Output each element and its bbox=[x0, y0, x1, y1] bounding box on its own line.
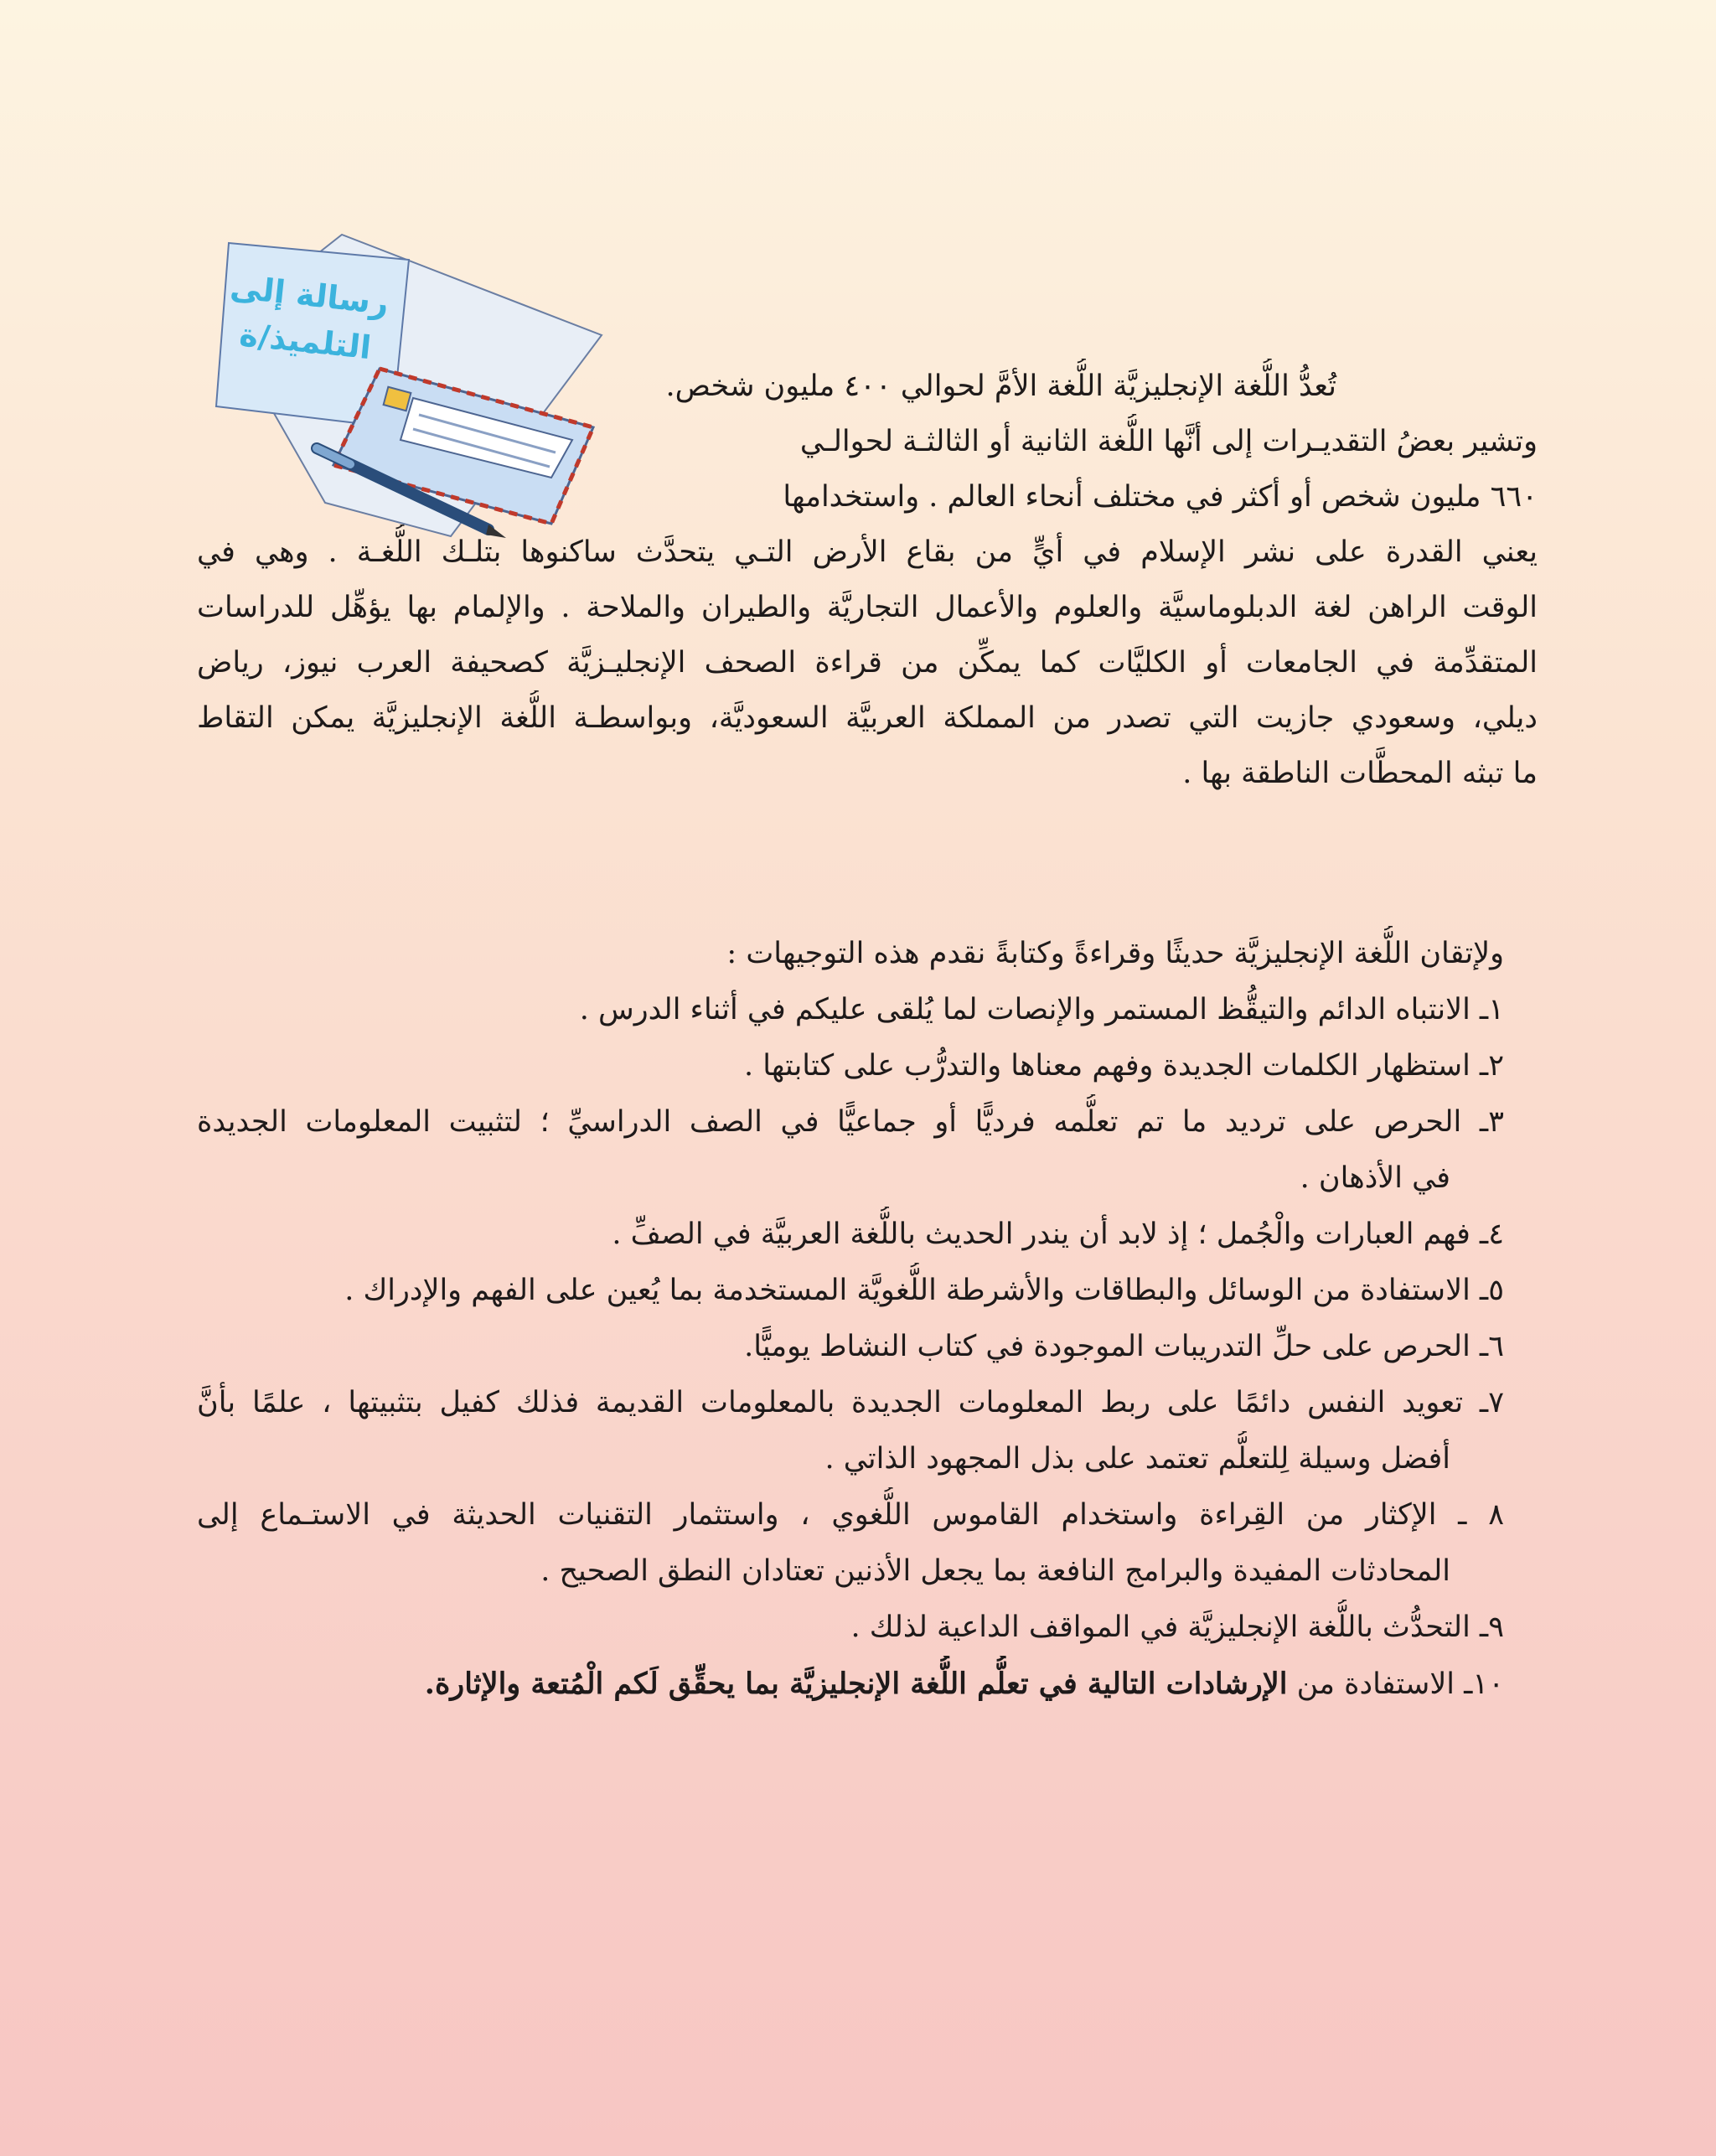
intro-paragraph bbox=[197, 359, 1538, 801]
intro-line: ٦٦٠ مليون شخص أو أكثر في مختلف أنحاء العالم . واستخدامها bbox=[783, 480, 1538, 514]
intro-line: الوقت الراهن لغة الدبلوماسيَّة والعلوم والأعمال التجاريَّة والطيران والملاحة . والإلمام بها يؤهِّل للدراسات bbox=[197, 591, 1538, 624]
intro-line: يعني القدرة على نشر الإسلام في أيٍّ من بقاع الأرض التـي يتحدَّث ساكنوها بتلـك اللُّغـة . وهي في bbox=[197, 535, 1538, 569]
intro-line: ديلي، وسعودي جازيت التي تصدر من المملكة العربيَّة السعوديَّة، وبواسطـة اللُّغة الإنجليزيَّة يمكن التقاط bbox=[197, 701, 1538, 735]
list-item: ٩ـ التحدُّث باللُّغة الإنجليزيَّة في المواقف الداعية لذلك . bbox=[850, 1611, 1504, 1644]
guidance-heading: ولإتقان اللُّغة الإنجليزيَّة حديثًا وقراءةً وكتابةً نقدم هذه التوجيهات : bbox=[726, 937, 1504, 970]
list-item: ٧ـ تعويد النفس دائمًا على ربط المعلومات الجديدة بالمعلومات القديمة فذلك كفيل بتثبيتها ، علمًا بأنَّ bbox=[197, 1386, 1504, 1419]
list-item bbox=[197, 1656, 1538, 1713]
list-item-prefix: ١٠ـ الاستفادة من bbox=[1287, 1667, 1504, 1701]
list-item: ٦ـ الحرص على حلِّ التدريبات الموجودة في كتاب النشاط يوميًّا. bbox=[744, 1330, 1504, 1363]
note-title-line2: التلميذ/ة bbox=[237, 315, 374, 367]
note-title-line1: رسالة إلى bbox=[228, 268, 391, 322]
list-item-continuation: في الأذهان . bbox=[1300, 1161, 1450, 1195]
list-item: ٨ ـ الإكثار من القِراءة واستخدام القاموس اللُّغوي ، واستثمار التقنيات الحديثة في الاستـماع إلى bbox=[197, 1498, 1504, 1532]
list-item: ٤ـ فهم العبارات والْجُمل ؛ إذ لابد أن يندر الحديث باللُّغة العربيَّة في الصفِّ . bbox=[612, 1218, 1504, 1251]
intro-line: وتشير بعضُ التقديـرات إلى أنَّها اللُّغة الثانية أو الثالثـة لحوالـي bbox=[799, 425, 1538, 458]
intro-line: تُعدُّ اللُّغة الإنجليزيَّة اللُّغة الأمَّ لحوالي ٤٠٠ مليون شخص. bbox=[665, 370, 1336, 403]
list-item-continuation: أفضل وسيلة لِلتعلُّم تعتمد على بذل المجهود الذاتي . bbox=[824, 1442, 1450, 1476]
intro-line: ما تبثه المحطَّات الناطقة بها . bbox=[1182, 757, 1538, 790]
list-item-bold-text: الإرشادات التالية في تعلُّم اللُّغة الإنجليزيَّة بما يحقِّق لَكم الْمُتعة والإثارة. bbox=[424, 1667, 1288, 1701]
list-item: ٣ـ الحرص على ترديد ما تم تعلُّمه فرديًّا أو جماعيًّا في الصف الدراسيِّ ؛ لتثبيت المعلومات الجديدة bbox=[197, 1105, 1504, 1139]
intro-line: المتقدِّمة في الجامعات أو الكليَّات كما يمكِّن من قراءة الصحف الإنجليـزيَّة كصحيفة العرب نيوز، رياض bbox=[197, 646, 1538, 680]
guidance-list bbox=[197, 926, 1538, 1713]
list-item: ١ـ الانتباه الدائم والتيقُّظ المستمر والإنصات لما يُلقى عليكم في أثناء الدرس . bbox=[579, 993, 1504, 1026]
list-item-continuation: المحادثات المفيدة والبرامج النافعة بما يجعل الأذنين تعتادان النطق الصحيح . bbox=[540, 1554, 1450, 1588]
list-item: ٢ـ استظهار الكلمات الجديدة وفهم معناها والتدرُّب على كتابتها . bbox=[743, 1049, 1504, 1083]
list-item: ٥ـ الاستفادة من الوسائل والبطاقات والأشرطة اللُّغويَّة المستخدمة بما يُعين على الفهم والإدراك . bbox=[344, 1274, 1504, 1307]
